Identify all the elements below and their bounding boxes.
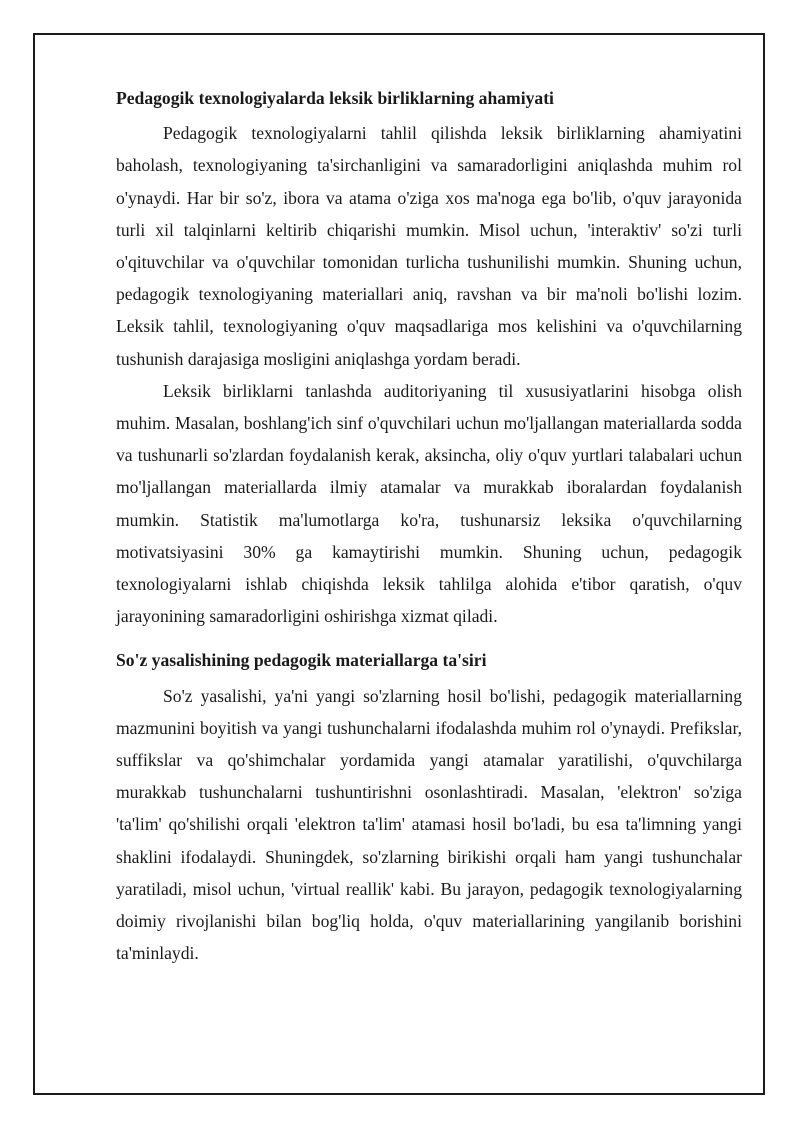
paragraph-2: Leksik birliklarni tanlashda auditoriyaning til xususiyatlarini hisobga olish muhim. Masalan, boshlang'ich sinf o'quvchilari uchun mo'ljallangan materiallarda sodda va tushunarli so'zlardan foydalanish kerak, aksincha, oliy o'quv yurtlari talabalari uchun mo'ljallangan materiallarda ilmiy atamalar va murakkab iboralardan foydalanish mumkin. Statistik ma'lumotlarga ko'ra, tushunarsiz leksika o'quvchilarning motivatsiyasini 30% ga kamaytirishi mumkin. Shuning uchun, pedagogik texnologiyalarni ishlab chiqishda leksik tahlilga alohida e'tibor qaratish, o'quv jarayonining samaradorligini oshirishga xizmat qiladi. (116, 380, 742, 627)
paragraph-1: Pedagogik texnologiyalarni tahlil qilishda leksik birliklarning ahamiyatini baholash, texnologiyaning ta'sirchanligini va samaradorligini aniqlashda muhim rol o'ynaydi. Har bir so'z, ibora va atama o'ziga xos ma'noga ega bo'lib, o'quv jarayonida turli xil talqinlarni keltirib chiqarishi mumkin. Misol uchun, 'interaktiv' so'zi turli o'qituvchilar va o'quvchilar tomonidan turlicha tushunilishi mumkin. Shuning uchun, pedagogik texnologiyaning materiallari aniq, ravshan va bir ma'noli bo'lishi lozim. Leksik tahlil, texnologiyaning o'quv maqsadlariga mos kelishini va o'quvchilarning tushunish darajasiga mosligini aniqlashga yordam beradi. (116, 123, 742, 369)
section-heading-2: So'z yasalishining pedagogik materiallarga ta'siri (116, 650, 487, 671)
section-heading-1: Pedagogik texnologiyalarda leksik birliklarning ahamiyati (116, 88, 554, 108)
document-body (116, 82, 742, 969)
paragraph-3: So'z yasalishi, ya'ni yangi so'zlarning hosil bo'lishi, pedagogik materiallarning mazmunini boyitish va yangi tushunchalarni ifodalashda muhim rol o'ynaydi. Prefikslar, suffikslar va qo'shimchalar yordamida yangi atamalar yaratilishi, o'quvchilarga murakkab tushunchalarni tushuntirishni osonlashtiradi. Masalan, 'elektron' so'ziga 'ta'lim' qo'shilishi orqali 'elektron ta'lim' atamasi hosil bo'ladi, bu esa ta'limning yangi shaklini ifodalaydi. Shuningdek, so'zlarning birikishi orqali ham yangi tushunchalar yaratiladi, misol uchun, 'virtual reallik' kabi. Bu jarayon, pedagogik texnologiyalarning doimiy rivojlanishi bilan bog'liq holda, o'quv materiallarining yangilanib borishini ta'minlaydi. (116, 685, 742, 964)
